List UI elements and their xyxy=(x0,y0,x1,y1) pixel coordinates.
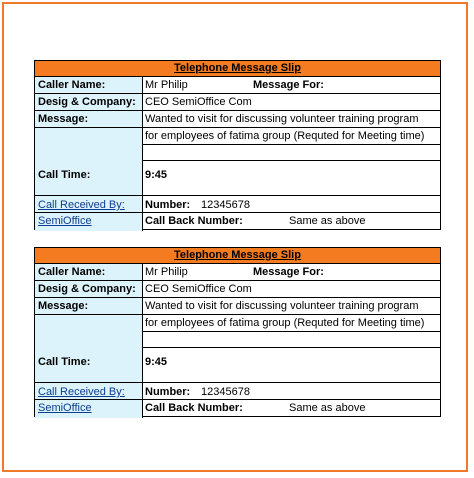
desig-row xyxy=(35,94,440,111)
message-row-2 xyxy=(143,128,441,145)
call-time-value: 9:45 xyxy=(145,356,168,368)
message-line-1: Wanted to visit for discussing volunteer training program xyxy=(145,113,419,125)
callback-label: Call Back Number: xyxy=(145,215,243,227)
slip-title: Telephone Message Slip xyxy=(35,61,440,77)
number-label: Number: xyxy=(145,386,191,398)
callback-label: Call Back Number: xyxy=(145,402,243,414)
message-label: Message: xyxy=(38,113,89,125)
number-row xyxy=(35,383,440,400)
callback-value: Same as above xyxy=(289,402,366,414)
message-for-label: Message For: xyxy=(253,266,324,278)
received-by-value[interactable]: SemiOffice xyxy=(38,402,92,414)
callback-row xyxy=(35,400,440,418)
desig-value: CEO SemiOffice Com xyxy=(145,96,252,108)
callback-row xyxy=(35,213,440,231)
caller-label: Caller Name: xyxy=(38,79,106,91)
slip-title: Telephone Message Slip xyxy=(35,248,440,264)
message-label: Message: xyxy=(38,300,89,312)
callback-value: Same as above xyxy=(289,215,366,227)
desig-label: Desig & Company: xyxy=(38,283,136,295)
caller-value: Mr Philip xyxy=(145,79,188,91)
desig-label: Desig & Company: xyxy=(38,96,136,108)
received-by-label[interactable]: Call Received By: xyxy=(38,386,125,398)
call-time-row xyxy=(35,348,440,383)
message-row-2 xyxy=(143,315,441,332)
number-value: 12345678 xyxy=(201,386,250,398)
message-row-3 xyxy=(143,145,441,161)
caller-row xyxy=(35,264,440,281)
caller-row xyxy=(35,77,440,94)
caller-label: Caller Name: xyxy=(38,266,106,278)
call-time-row xyxy=(35,161,440,196)
call-time-value: 9:45 xyxy=(145,169,168,181)
message-slip-1 xyxy=(34,60,441,230)
call-time-label: Call Time: xyxy=(38,169,91,181)
caller-value: Mr Philip xyxy=(145,266,188,278)
message-row-1 xyxy=(35,298,440,315)
message-row-1 xyxy=(35,111,440,128)
received-by-value[interactable]: SemiOffice xyxy=(38,215,92,227)
desig-row xyxy=(35,281,440,298)
message-line-1: Wanted to visit for discussing volunteer training program xyxy=(145,300,419,312)
number-row xyxy=(35,196,440,213)
message-slip-2 xyxy=(34,247,441,417)
number-label: Number: xyxy=(145,199,191,211)
message-for-label: Message For: xyxy=(253,79,324,91)
message-line-2: for employees of fatima group (Requted for Meeting time) xyxy=(145,317,425,329)
received-by-label[interactable]: Call Received By: xyxy=(38,199,125,211)
call-time-label: Call Time: xyxy=(38,356,91,368)
number-value: 12345678 xyxy=(201,199,250,211)
message-row-3 xyxy=(143,332,441,348)
desig-value: CEO SemiOffice Com xyxy=(145,283,252,295)
message-line-2: for employees of fatima group (Requted for Meeting time) xyxy=(145,130,425,142)
